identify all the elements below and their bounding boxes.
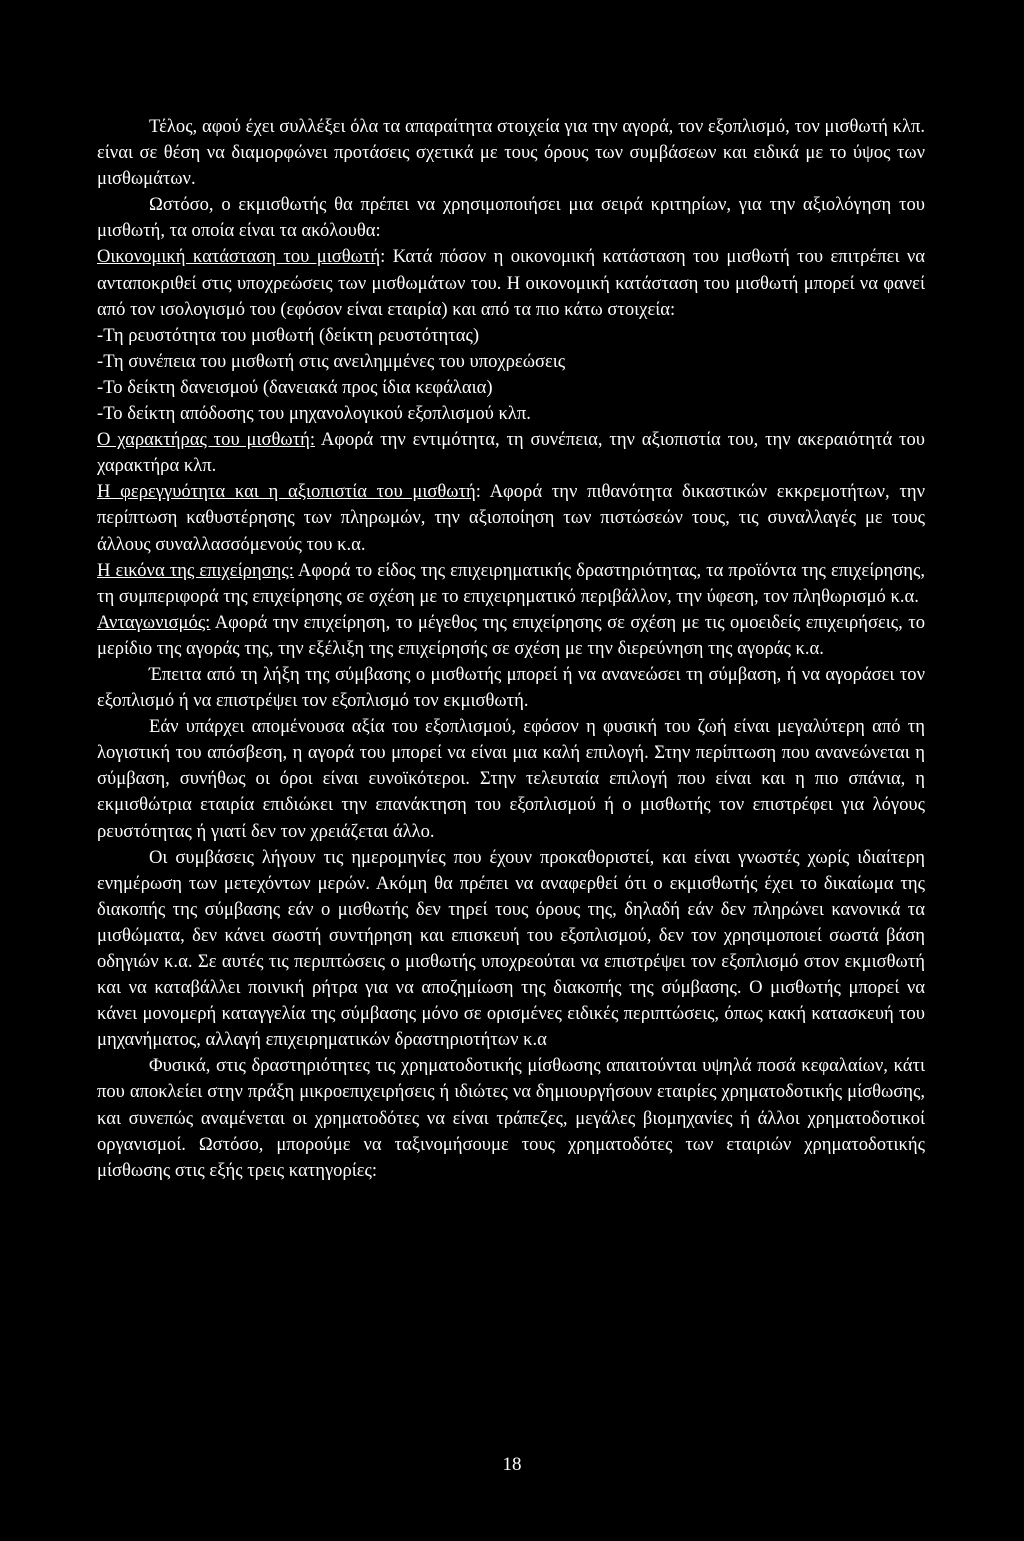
criterion-character-text: Αφορά την εντιμότητα, τη συνέπεια, την αξιοπιστία του, την ακεραιότητά του χαρακτήρα κλπ.	[97, 429, 925, 477]
paragraph-residual-value: Εάν υπάρχει απομένουσα αξία του εξοπλισμού, εφόσον η φυσική του ζωή είναι μεγαλύτερη από τη λογιστική του απόσβεση, η αγορά του μπορεί να είναι μια καλή επιλογή. Στην περίπτωση που ανανεώνεται η σύμβαση, συνήθως οι όροι είναι ευνοϊκότεροι. Στην τελευταία επιλογή που είναι και η πιο σπάνια, η εκμισθώτρια εταιρία επιδιώκει την επανάκτηση του εξοπλισμού ή ο μισθωτής τον επιστρέφει για λόγους ρευστότητας ή γιατί δεν τον χρειάζεται άλλο.	[97, 716, 925, 842]
document-body	[97, 114, 925, 1184]
paragraph-contract-end: Έπειτα από τη λήξη της σύμβασης ο μισθωτής μπορεί ή να ανανεώσει τη σύμβαση, ή να αγοράσει τον εξοπλισμό ή να επιστρέψει τον εξοπλισμό τον εκμισθωτή.	[97, 663, 925, 712]
criterion-financial-label: Οικονομική κατάσταση του μισθωτή	[97, 246, 381, 268]
criterion-creditworthiness-label: Η φερεγγυότητα και η αξιοπιστία του μισθωτή	[97, 481, 476, 503]
criterion-business-image	[97, 558, 925, 610]
criterion-business-image-text: Αφορά το είδος της επιχειρηματικής δραστηριότητας, τα προϊόντα της επιχείρησης, τη συμπεριφορά της επιχείρησης σε σχέση με το επιχειρηματικό περιβάλλον, την ύφεση, τον πληθωρισμό κ.α.	[97, 559, 925, 607]
criterion-creditworthiness	[97, 479, 925, 557]
criterion-competition-text: Αφορά την επιχείρηση, το μέγεθος της επιχείρησης σε σχέση με τις ομοειδείς επιχειρήσεις, το μερίδιο της αγοράς της, την εξέλιξη της επιχείρησής σε σχέση με την διερεύνηση της αγοράς κ.α.	[97, 611, 925, 659]
paragraph-termination: Οι συμβάσεις λήγουν τις ημερομηνίες που έχουν προκαθοριστεί, και είναι γνωστές χωρίς ιδιαίτερη ενημέρωση των μετεχόντων μερών. Ακόμη θα πρέπει να αναφερθεί ότι ο εκμισθωτής έχει το δικαίωμα της διακοπής της σύμβασης εάν ο μισθωτής δεν τηρεί τους όρους της, δηλαδή εάν δεν πληρώνει κανονικά τα μισθώματα, δεν κάνει σωστή συντήρηση και επισκευή του εξοπλισμού, δεν τον χρησιμοποιεί σωστά βάση οδηγιών κ.α. Σε αυτές τις περιπτώσεις ο μισθωτής υποχρεούται να επιστρέψει τον εξοπλισμό στον εκμισθωτή και να καταβάλλει ποινική ρήτρα για να αποζημίωση της διακοπής της σύμβασης. Ο μισθωτής μπορεί να κάνει μονομερή καταγγελία της σύμβασης μόνο σε ορισμένες ειδικές περιπτώσεις, όπως κακή κατασκευή του μηχανήματος, αλλαγή επιχειρηματικών δραστηριοτήτων κ.α	[97, 846, 925, 1051]
criterion-competition	[97, 610, 925, 662]
paragraph-criteria-intro: Ωστόσο, ο εκμισθωτής θα πρέπει να χρησιμοποιήσει μια σειρά κριτηρίων, για την αξιολόγηση του μισθωτή, τα οποία είναι τα ακόλουθα:	[97, 194, 925, 242]
criterion-business-image-label: Η εικόνα της επιχείρησης:	[97, 559, 294, 581]
list-item: -Το δείκτη απόδοσης του μηχανολογικού εξοπλισμού κλπ.	[97, 403, 531, 425]
criterion-character-label: Ο χαρακτήρας του μισθωτή:	[97, 429, 315, 451]
criterion-competition-label: Ανταγωνισμός:	[97, 611, 211, 633]
page-number: 18	[502, 1454, 522, 1475]
paragraph-financiers: Φυσικά, στις δραστηριότητες τις χρηματοδοτικής μίσθωσης απαιτούνται υψηλά ποσά κεφαλαίων, κάτι που αποκλείει στην πράξη μικροεπιχειρήσεις ή ιδιώτες να δημιουργήσουν εταιρίες χρηματοδοτικής μίσθωσης, και συνεπώς αναμένεται οι χρηματοδότες να είναι τράπεζες, μεγάλες βιομηχανίες ή άλλοι χρηματοδοτικοί οργανισμοί. Ωστόσο, μπορούμε να ταξινομήσουμε τους χρηματοδότες των εταιριών χρηματοδοτικής μίσθωσης στις εξής τρεις κατηγορίες:	[97, 1055, 925, 1181]
list-item: -Τη ρευστότητα του μισθωτή (δείκτη ρευστότητας)	[97, 324, 480, 346]
paragraph-intro: Τέλος, αφού έχει συλλέξει όλα τα απαραίτητα στοιχεία για την αγορά, τον εξοπλισμό, τον μισθωτή κλπ. είναι σε θέση να διαμορφώνει προτάσεις σχετικά με τους όρους των συμβάσεων και ειδικά με το ύψος των μισθωμάτων.	[97, 116, 925, 190]
criterion-financial	[97, 244, 925, 322]
criterion-creditworthiness-text: : Αφορά την πιθανότητα δικαστικών εκκρεμοτήτων, την περίπτωση καθυστέρησης των πληρωμών, την αξιοποίηση των πιστώσεών τους, τις συναλλαγές με τους άλλους συναλλασσόμενούς του κ.α.	[97, 481, 925, 555]
list-item: -Το δείκτη δανεισμού (δανειακά προς ίδια κεφάλαια)	[97, 376, 493, 398]
criterion-financial-text: : Κατά πόσον η οικονομική κατάσταση του μισθωτή του επιτρέπει να ανταποκριθεί στις υποχρεώσεις των μισθωμάτων του. Η οικονομική κατάσταση του μισθωτή μπορεί να φανεί από τον ισολογισμό του (εφόσον είναι εταιρία) και από τα πιο κάτω στοιχεία:	[97, 246, 925, 320]
list-item: -Τη συνέπεια του μισθωτή στις ανειλημμένες του υποχρεώσεις	[97, 350, 566, 372]
criterion-character	[97, 427, 925, 479]
